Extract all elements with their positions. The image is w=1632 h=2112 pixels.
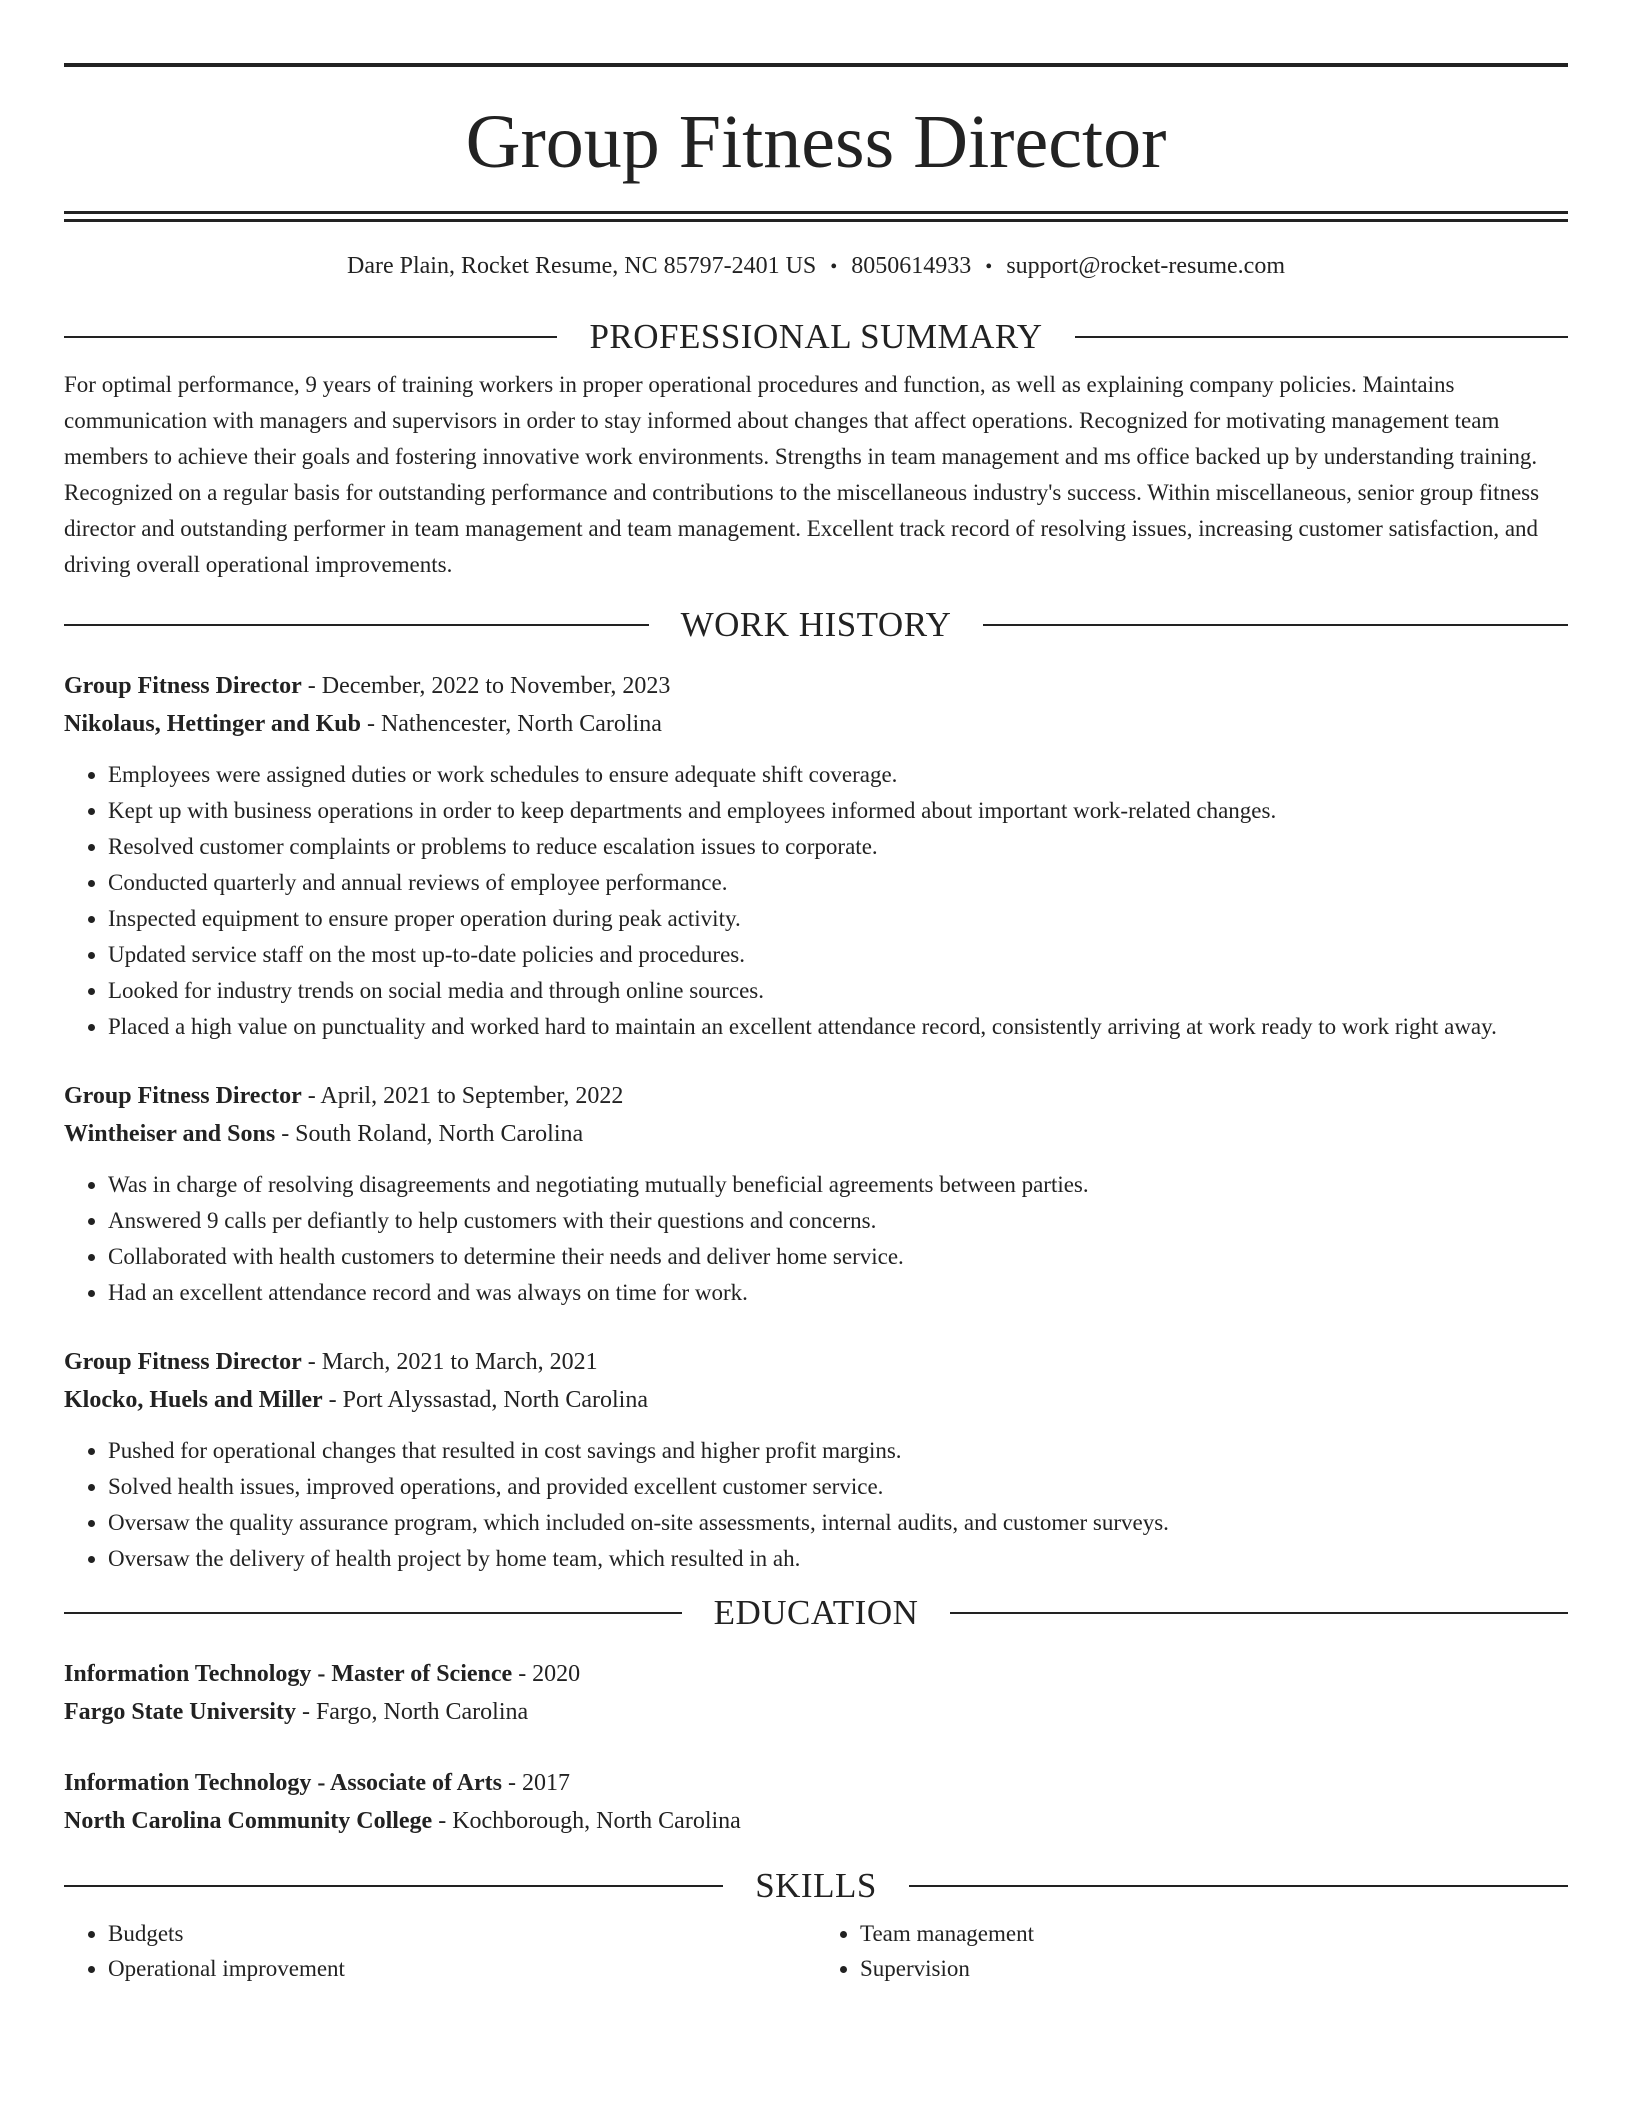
job-title: Group Fitness Director bbox=[64, 1349, 302, 1375]
list-item: • Budgets bbox=[108, 1916, 816, 1951]
list-item: • Looked for industry trends on social media and through online sources. bbox=[108, 973, 1568, 1009]
list-item: • Oversaw the quality assurance program, which included on-site assessments, internal audits, and customer surveys. bbox=[108, 1505, 1568, 1541]
school-location: - Fargo, North Carolina bbox=[295, 1699, 529, 1725]
heading-rule bbox=[1075, 336, 1568, 338]
skills-column-right bbox=[816, 1916, 1568, 1986]
list-item: • Conducted quarterly and annual reviews of employee performance. bbox=[108, 865, 1568, 901]
contact-separator: • bbox=[985, 256, 993, 278]
heading-rule bbox=[909, 1885, 1568, 1887]
list-item: • Kept up with business operations in order to keep departments and employees informed about important work-related changes. bbox=[108, 793, 1568, 829]
heading-rule bbox=[983, 624, 1568, 626]
title-double-rule bbox=[64, 211, 1568, 222]
summary-text: For optimal performance, 9 years of training workers in proper operational procedures and function, as well as explaining company policies. Maintains communication with managers and supervisors in order to stay informed about changes that affect operations. Recognized for motivating management team members to achieve their goals and fostering innovative work environments. Strengths in team management and ms office backed up by understanding training. Recognized on a regular basis for outstanding performance and contributions to the miscellaneous industry's success. Within miscellaneous, senior group fitness director and outstanding performer in team management and team management. Excellent track record of resolving issues, increasing customer satisfaction, and driving overall operational improvements. bbox=[64, 372, 1540, 577]
school-line bbox=[64, 1802, 1568, 1840]
heading-rule bbox=[64, 1885, 723, 1887]
education-entry bbox=[64, 1655, 1568, 1731]
job-company: Klocko, Huels and Miller bbox=[64, 1387, 323, 1413]
section-title: SKILLS bbox=[755, 1866, 877, 1905]
contact-email: support@rocket-resume.com bbox=[1006, 253, 1285, 279]
job-title-line bbox=[64, 1077, 1568, 1115]
list-item: • Collaborated with health customers to determine their needs and deliver home service. bbox=[108, 1239, 1568, 1275]
list-item: • Updated service staff on the most up-to-date policies and procedures. bbox=[108, 937, 1568, 973]
resume-page bbox=[64, 0, 1568, 1986]
section-title: PROFESSIONAL SUMMARY bbox=[589, 317, 1043, 356]
job-bullets bbox=[64, 1167, 1568, 1311]
degree-year: - 2020 bbox=[512, 1661, 581, 1687]
job-bullets bbox=[64, 757, 1568, 1045]
contact-separator: • bbox=[830, 256, 838, 278]
list-item: • Had an excellent attendance record and was always on time for work. bbox=[108, 1275, 1568, 1311]
list-item: • Pushed for operational changes that resulted in cost savings and higher profit margins. bbox=[108, 1433, 1568, 1469]
degree: Information Technology - Associate of Arts bbox=[64, 1770, 502, 1796]
job-entry bbox=[64, 1343, 1568, 1577]
contact-phone: 8050614933 bbox=[851, 253, 972, 279]
job-location: - Nathencester, North Carolina bbox=[360, 711, 662, 737]
education-heading bbox=[64, 1593, 1568, 1633]
job-title: Group Fitness Director bbox=[64, 673, 302, 699]
degree-year: - 2017 bbox=[502, 1770, 570, 1796]
job-entry bbox=[64, 1077, 1568, 1311]
school: North Carolina Community College bbox=[64, 1808, 433, 1834]
list-item: • Supervision bbox=[860, 1951, 1568, 1986]
job-company: Nikolaus, Hettinger and Kub bbox=[64, 711, 361, 737]
list-item: • Oversaw the delivery of health project by home team, which resulted in ah. bbox=[108, 1541, 1568, 1577]
job-entry bbox=[64, 667, 1568, 1045]
school-location: - Kochborough, North Carolina bbox=[432, 1808, 741, 1834]
resume-title: Group Fitness Director bbox=[465, 100, 1167, 184]
list-item: • Resolved customer complaints or problems to reduce escalation issues to corporate. bbox=[108, 829, 1568, 865]
job-company-line bbox=[64, 705, 1568, 743]
degree: Information Technology - Master of Science bbox=[64, 1661, 513, 1687]
list-item: • Placed a high value on punctuality and worked hard to maintain an excellent attendance record, consistently arriving at work ready to work right away. bbox=[108, 1009, 1568, 1045]
heading-rule bbox=[64, 1612, 682, 1614]
job-bullets bbox=[64, 1433, 1568, 1577]
list-item: • Team management bbox=[860, 1916, 1568, 1951]
list-item: • Was in charge of resolving disagreements and negotiating mutually beneficial agreements between parties. bbox=[108, 1167, 1568, 1203]
heading-rule bbox=[64, 336, 557, 338]
school: Fargo State University bbox=[64, 1699, 296, 1725]
work-history-heading bbox=[64, 605, 1568, 645]
education-entry bbox=[64, 1764, 1568, 1840]
degree-line bbox=[64, 1655, 1568, 1693]
list-item: • Employees were assigned duties or work schedules to ensure adequate shift coverage. bbox=[108, 757, 1568, 793]
top-rule bbox=[64, 63, 1568, 67]
contact-line bbox=[64, 250, 1568, 283]
skills-list bbox=[64, 1916, 1568, 1986]
degree-line bbox=[64, 1764, 1568, 1802]
job-dates: - March, 2021 to March, 2021 bbox=[301, 1349, 598, 1375]
job-location: - Port Alyssastad, North Carolina bbox=[322, 1387, 648, 1413]
skills-column-left bbox=[64, 1916, 816, 1986]
job-title: Group Fitness Director bbox=[64, 1083, 302, 1109]
summary-heading bbox=[64, 317, 1568, 357]
list-item: • Solved health issues, improved operations, and provided excellent customer service. bbox=[108, 1469, 1568, 1505]
job-dates: - April, 2021 to September, 2022 bbox=[301, 1083, 624, 1109]
section-title: EDUCATION bbox=[713, 1593, 919, 1632]
job-title-line bbox=[64, 667, 1568, 705]
job-dates: - December, 2022 to November, 2023 bbox=[301, 673, 671, 699]
job-company-line bbox=[64, 1115, 1568, 1153]
list-item: • Inspected equipment to ensure proper operation during peak activity. bbox=[108, 901, 1568, 937]
job-company-line bbox=[64, 1381, 1568, 1419]
contact-address: Dare Plain, Rocket Resume, NC 85797-2401 US bbox=[347, 253, 817, 279]
section-title: WORK HISTORY bbox=[680, 605, 952, 644]
list-item: • Operational improvement bbox=[108, 1951, 816, 1986]
heading-rule bbox=[64, 624, 649, 626]
job-location: - South Roland, North Carolina bbox=[275, 1121, 584, 1147]
job-title-line bbox=[64, 1343, 1568, 1381]
heading-rule bbox=[950, 1612, 1568, 1614]
skills-heading bbox=[64, 1866, 1568, 1906]
list-item: • Answered 9 calls per defiantly to help customers with their questions and concerns. bbox=[108, 1203, 1568, 1239]
school-line bbox=[64, 1693, 1568, 1731]
job-company: Wintheiser and Sons bbox=[64, 1121, 276, 1147]
